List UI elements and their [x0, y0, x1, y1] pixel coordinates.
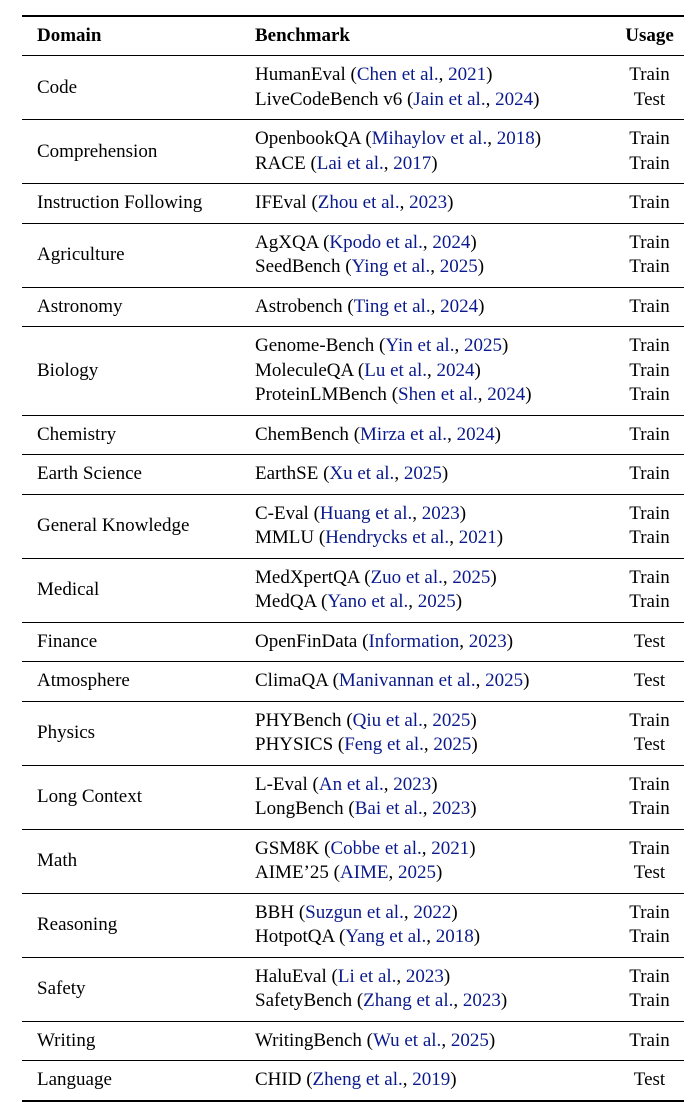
citation-link[interactable]: Yano et al.	[327, 591, 409, 612]
citation-link[interactable]: Kpodo et al.	[329, 231, 423, 253]
citation-link[interactable]: Chen et al.	[356, 64, 439, 85]
usage-label: Test	[633, 630, 666, 652]
benchmark-name: EarthSE	[255, 463, 319, 484]
usage-cell	[615, 455, 684, 495]
table-row	[22, 622, 684, 662]
table-header	[22, 16, 684, 56]
citation-year-link[interactable]: 2025	[450, 1029, 489, 1051]
citation-year-link[interactable]: 2025	[403, 463, 442, 484]
domain-cell: Earth Science	[37, 463, 142, 485]
benchmark-cell	[255, 223, 615, 287]
citation-link[interactable]: Hendrycks et al.	[325, 527, 450, 548]
benchmark-name: SeedBench	[255, 256, 341, 277]
citation-link[interactable]: Mirza et al.	[360, 423, 448, 445]
usage-cell	[615, 622, 684, 662]
usage-label: Train	[629, 990, 670, 1011]
domain-cell: Chemistry	[37, 423, 117, 445]
citation-year-link[interactable]: 2021	[458, 527, 497, 548]
citation-link[interactable]: An et al.	[318, 773, 384, 795]
usage-cell	[615, 765, 684, 829]
benchmark-entry: PHYBench (Qiu et al., 2025)	[255, 709, 477, 731]
citation-year-link[interactable]: 2022	[413, 901, 452, 923]
citation-link[interactable]: Yang et al.	[345, 926, 427, 947]
benchmark-cell	[255, 622, 615, 662]
benchmark-cell	[255, 957, 615, 1021]
benchmark-name: AIME’25	[255, 862, 329, 883]
benchmark-entry: HotpotQA (Yang et al., 2018)	[255, 926, 481, 947]
citation-year-link[interactable]: 2018	[435, 926, 474, 947]
benchmark-name: PHYBench	[255, 709, 342, 731]
benchmark-entry: MoleculeQA (Lu et al., 2024)	[255, 359, 481, 381]
benchmark-entry: L-Eval (An et al., 2023)	[255, 773, 438, 795]
citation-link[interactable]: Zuo et al.	[370, 566, 443, 588]
citation-year-link[interactable]: 2019	[412, 1069, 451, 1090]
benchmark-entry: RACE (Lai et al., 2017)	[255, 152, 438, 174]
table-row	[22, 558, 684, 622]
benchmark-name: MedQA	[255, 591, 317, 612]
usage-label: Train	[629, 231, 670, 253]
benchmark-name: ProteinLMBench	[255, 384, 387, 405]
benchmark-name: MoleculeQA	[255, 359, 354, 381]
domain-cell: Language	[37, 1069, 112, 1091]
citation-year-link[interactable]: 2025	[463, 335, 502, 356]
benchmark-name: LiveCodeBench v6	[255, 88, 403, 110]
table-row	[22, 701, 684, 765]
citation-link[interactable]: Wu et al.	[372, 1029, 442, 1051]
citation-year-link[interactable]: 2024	[456, 423, 495, 445]
usage-cell	[615, 184, 684, 224]
table-row	[22, 184, 684, 224]
benchmark-entry: IFEval (Zhou et al., 2023)	[255, 192, 454, 213]
benchmark-name: Astrobench	[255, 295, 343, 317]
benchmark-entry: ClimaQA (Manivannan et al., 2025)	[255, 670, 530, 691]
usage-cell	[615, 701, 684, 765]
benchmark-name: IFEval	[255, 192, 307, 213]
usage-label: Test	[633, 670, 666, 691]
domain-cell: Physics	[37, 722, 96, 743]
usage-label: Train	[629, 128, 670, 149]
benchmark-name: PHYSICS	[255, 734, 334, 755]
citation-year-link[interactable]: 2023	[468, 630, 507, 652]
citation-link[interactable]: Zhou et al.	[317, 192, 400, 213]
citation-year-link[interactable]: 2025	[432, 709, 471, 731]
citation-link[interactable]: Bai et al.	[354, 798, 423, 819]
citation-year-link[interactable]: 2025	[439, 256, 478, 277]
usage-label: Test	[633, 88, 666, 110]
header-benchmark: Benchmark	[255, 25, 350, 46]
usage-cell	[615, 662, 684, 702]
table-row	[22, 765, 684, 829]
citation-year-link[interactable]: 2024	[487, 384, 526, 405]
citation-link[interactable]: Ting et al.	[353, 295, 431, 317]
domain-cell: Agriculture	[37, 244, 125, 265]
citation-year-link[interactable]: 2021	[448, 64, 487, 85]
usage-label: Train	[629, 463, 670, 484]
domain-cell: Writing	[37, 1029, 96, 1051]
table-row	[22, 120, 684, 184]
citation-year-link[interactable]: 2024	[432, 231, 471, 253]
benchmark-cell	[255, 829, 615, 893]
benchmark-cell	[255, 327, 615, 416]
header-usage: Usage	[625, 25, 674, 46]
citation-year-link[interactable]: 2021	[431, 837, 470, 859]
usage-label: Train	[629, 901, 670, 923]
usage-label: Train	[629, 1029, 670, 1051]
domain-cell: Medical	[37, 579, 100, 600]
table-row	[22, 327, 684, 416]
table-row	[22, 223, 684, 287]
usage-cell	[615, 415, 684, 455]
benchmark-name: BBH	[255, 901, 295, 923]
citation-link[interactable]: Information	[368, 630, 460, 652]
table-row	[22, 56, 684, 120]
benchmark-entry: ChemBench (Mirza et al., 2024)	[255, 423, 501, 445]
table-row	[22, 1021, 684, 1061]
header-domain: Domain	[37, 25, 102, 46]
usage-label: Test	[633, 1069, 666, 1090]
benchmark-entry: HumanEval (Chen et al., 2021)	[255, 64, 493, 85]
table-row	[22, 893, 684, 957]
benchmark-name: WritingBench	[255, 1029, 362, 1051]
benchmark-name: LongBench	[255, 798, 344, 819]
table-row	[22, 415, 684, 455]
citation-link[interactable]: Ying et al.	[351, 256, 431, 277]
benchmark-entry: Genome-Bench (Yin et al., 2025)	[255, 335, 509, 356]
benchmark-entry: OpenFinData (Information, 2023)	[255, 630, 514, 652]
usage-label: Train	[629, 502, 670, 524]
citation-year-link[interactable]: 2024	[440, 295, 479, 317]
benchmark-entry: MedQA (Yano et al., 2025)	[255, 591, 463, 612]
usage-label: Train	[629, 798, 670, 819]
usage-cell	[615, 287, 684, 327]
benchmark-cell	[255, 494, 615, 558]
citation-year-link[interactable]: 2025	[417, 591, 456, 612]
table-row	[22, 957, 684, 1021]
benchmark-cell	[255, 120, 615, 184]
domain-cell: Atmosphere	[37, 670, 130, 692]
benchmark-cell	[255, 455, 615, 495]
citation-year-link[interactable]: 2024	[495, 88, 534, 110]
benchmark-entry: LongBench (Bai et al., 2023)	[255, 798, 477, 819]
usage-label: Train	[629, 64, 670, 85]
benchmark-name: ChemBench	[255, 423, 349, 445]
benchmark-name: RACE	[255, 152, 306, 174]
benchmark-entry: EarthSE (Xu et al., 2025)	[255, 463, 449, 484]
usage-label: Test	[633, 862, 666, 883]
usage-label: Train	[629, 384, 670, 405]
citation-year-link[interactable]: 2023	[393, 773, 432, 795]
usage-label: Test	[633, 734, 666, 755]
citation-link[interactable]: Xu et al.	[329, 463, 395, 484]
benchmark-entry: LiveCodeBench v6 (Jain et al., 2024)	[255, 88, 540, 110]
benchmark-cell	[255, 558, 615, 622]
domain-cell: Finance	[37, 630, 98, 652]
domain-cell: Long Context	[37, 786, 143, 807]
usage-cell	[615, 120, 684, 184]
benchmark-cell	[255, 56, 615, 120]
benchmark-entry: MMLU (Hendrycks et al., 2021)	[255, 527, 504, 548]
benchmark-entry: Astrobench (Ting et al., 2024)	[255, 295, 485, 317]
citation-link[interactable]: Zheng et al.	[312, 1069, 403, 1090]
citation-year-link[interactable]: 2023	[462, 990, 501, 1011]
citation-link[interactable]: Jain et al.	[413, 88, 486, 110]
benchmark-name: GSM8K	[255, 837, 320, 859]
table-row	[22, 494, 684, 558]
benchmark-entry: AIME’25 (AIME, 2025)	[255, 862, 443, 883]
benchmark-name: SafetyBench	[255, 990, 353, 1011]
usage-label: Train	[629, 256, 670, 277]
benchmark-table	[22, 15, 684, 1102]
usage-cell	[615, 558, 684, 622]
citation-link[interactable]: Huang et al.	[319, 502, 413, 524]
usage-label: Train	[629, 359, 670, 381]
benchmark-name: HotpotQA	[255, 926, 335, 947]
citation-year-link[interactable]: 2023	[409, 192, 448, 213]
benchmark-name: CHID	[255, 1069, 302, 1090]
table-row	[22, 455, 684, 495]
benchmark-name: AgXQA	[255, 231, 319, 253]
usage-label: Train	[629, 965, 670, 987]
usage-label: Train	[629, 566, 670, 588]
benchmark-name: C-Eval	[255, 502, 309, 524]
citation-link[interactable]: Zhang et al.	[363, 990, 454, 1011]
benchmark-cell	[255, 893, 615, 957]
benchmark-table-page	[22, 15, 684, 1102]
usage-label: Train	[629, 335, 670, 356]
citation-year-link[interactable]: 2023	[432, 798, 471, 819]
domain-cell: Safety	[37, 978, 86, 999]
benchmark-entry: PHYSICS (Feng et al., 2025)	[255, 734, 478, 755]
citation-year-link[interactable]: 2017	[393, 152, 432, 174]
usage-label: Train	[629, 295, 670, 317]
citation-link[interactable]: Suzgun et al.	[305, 901, 404, 923]
domain-cell: Code	[37, 76, 78, 98]
citation-year-link[interactable]: 2025	[433, 734, 472, 755]
citation-year-link[interactable]: 2023	[405, 965, 444, 987]
benchmark-entry: OpenbookQA (Mihaylov et al., 2018)	[255, 128, 542, 149]
usage-cell	[615, 223, 684, 287]
domain-cell: Comprehension	[37, 140, 158, 162]
usage-label: Train	[629, 423, 670, 445]
domain-cell: Astronomy	[37, 295, 123, 317]
citation-link[interactable]: Cobbe et al.	[330, 837, 422, 859]
usage-cell	[615, 494, 684, 558]
benchmark-entry: CHID (Zheng et al., 2019)	[255, 1069, 457, 1090]
citation-link[interactable]: Shen et al.	[398, 384, 478, 405]
table-row	[22, 829, 684, 893]
benchmark-entry: HaluEval (Li et al., 2023)	[255, 965, 451, 987]
benchmark-entry: BBH (Suzgun et al., 2022)	[255, 901, 458, 923]
table-row	[22, 287, 684, 327]
citation-link[interactable]: Yin et al.	[385, 335, 455, 356]
citation-year-link[interactable]: 2018	[496, 128, 535, 149]
benchmark-name: ClimaQA	[255, 670, 328, 691]
table-body	[22, 56, 684, 1101]
domain-cell: General Knowledge	[37, 515, 190, 536]
benchmark-cell	[255, 1061, 615, 1101]
benchmark-entry: SafetyBench (Zhang et al., 2023)	[255, 990, 508, 1011]
benchmark-name: MedXpertQA	[255, 566, 360, 588]
benchmark-entry: SeedBench (Ying et al., 2025)	[255, 256, 485, 277]
usage-label: Train	[629, 926, 670, 947]
benchmark-entry: ProteinLMBench (Shen et al., 2024)	[255, 384, 532, 405]
benchmark-entry: C-Eval (Huang et al., 2023)	[255, 502, 467, 524]
table-row	[22, 1061, 684, 1101]
usage-cell	[615, 1021, 684, 1061]
benchmark-cell	[255, 415, 615, 455]
citation-link[interactable]: Qiu et al.	[352, 709, 423, 731]
usage-cell	[615, 1061, 684, 1101]
citation-link[interactable]: AIME	[339, 862, 389, 883]
usage-label: Train	[629, 192, 670, 213]
benchmark-entry: MedXpertQA (Zuo et al., 2025)	[255, 566, 497, 588]
usage-label: Train	[629, 837, 670, 859]
benchmark-cell	[255, 184, 615, 224]
citation-link[interactable]: Manivannan et al.	[338, 670, 476, 691]
benchmark-entry: WritingBench (Wu et al., 2025)	[255, 1029, 496, 1051]
usage-cell	[615, 56, 684, 120]
domain-cell: Instruction Following	[37, 192, 203, 214]
citation-link[interactable]: Li et al.	[337, 965, 397, 987]
citation-year-link[interactable]: 2025	[398, 862, 437, 883]
usage-label: Train	[629, 152, 670, 174]
benchmark-entry: GSM8K (Cobbe et al., 2021)	[255, 837, 476, 859]
benchmark-cell	[255, 1021, 615, 1061]
domain-cell: Biology	[37, 359, 99, 381]
domain-cell: Math	[37, 850, 78, 871]
usage-cell	[615, 327, 684, 416]
benchmark-name: OpenFinData	[255, 630, 358, 652]
citation-link[interactable]: Lu et al.	[364, 359, 428, 381]
domain-cell: Reasoning	[37, 914, 118, 935]
usage-cell	[615, 829, 684, 893]
benchmark-name: HaluEval	[255, 965, 327, 987]
header-row	[22, 16, 684, 56]
benchmark-cell	[255, 662, 615, 702]
citation-year-link[interactable]: 2025	[485, 670, 524, 691]
citation-link[interactable]: Mihaylov et al.	[371, 128, 488, 149]
usage-label: Train	[629, 773, 670, 795]
benchmark-name: L-Eval	[255, 773, 308, 795]
usage-label: Train	[629, 709, 670, 731]
citation-link[interactable]: Lai et al.	[316, 152, 384, 174]
usage-cell	[615, 957, 684, 1021]
benchmark-cell	[255, 765, 615, 829]
benchmark-name: OpenbookQA	[255, 128, 361, 149]
citation-year-link[interactable]: 2023	[421, 502, 460, 524]
citation-link[interactable]: Feng et al.	[344, 734, 424, 755]
table-row	[22, 662, 684, 702]
usage-label: Train	[629, 527, 670, 548]
benchmark-entry: AgXQA (Kpodo et al., 2024)	[255, 231, 477, 253]
usage-cell	[615, 893, 684, 957]
citation-year-link[interactable]: 2025	[452, 566, 491, 588]
benchmark-name: MMLU	[255, 527, 315, 548]
benchmark-cell	[255, 287, 615, 327]
benchmark-name: HumanEval	[255, 64, 346, 85]
benchmark-name: Genome-Bench	[255, 335, 375, 356]
usage-label: Train	[629, 591, 670, 612]
benchmark-cell	[255, 701, 615, 765]
citation-year-link[interactable]: 2024	[436, 359, 475, 381]
